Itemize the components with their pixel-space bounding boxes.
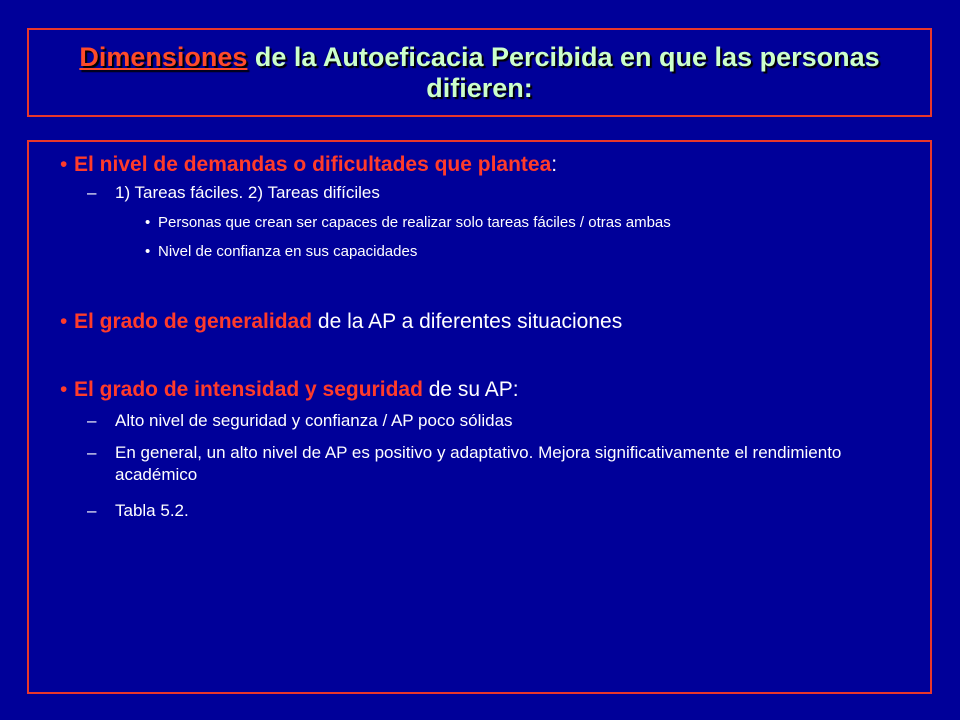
dash-marker: – <box>87 443 97 462</box>
title-highlight: Dimensiones <box>79 41 248 72</box>
sub-subitem <box>145 214 671 231</box>
subitem <box>87 410 875 432</box>
item-heading: El grado de intensidad y seguridad <box>74 378 423 401</box>
subitem <box>87 500 875 522</box>
item-heading: El grado de generalidad <box>74 310 313 333</box>
item-heading: El nivel de demandas o dificultades que plantea <box>74 153 552 176</box>
item-text: de su AP: <box>422 378 519 401</box>
bullet-item-intensity <box>60 378 519 402</box>
item-text: : <box>551 153 558 176</box>
subitem <box>87 442 875 486</box>
bullet-icon: • <box>60 153 68 176</box>
sub-subitem-text: Personas que crean ser capaces de realizar solo tareas fáciles / otras ambas <box>158 214 671 231</box>
bullet-icon: • <box>145 243 151 260</box>
title-rest: de la Autoeficacia Percibida en que las personas difieren: <box>247 41 880 103</box>
bullet-icon: • <box>60 378 68 401</box>
item-text: de la AP a diferentes situaciones <box>312 310 623 333</box>
subitem-text: Tabla 5.2. <box>115 501 189 520</box>
sub-subitem-text: Nivel de confianza en sus capacidades <box>158 243 418 260</box>
subitem-text: 1) Tareas fáciles. 2) Tareas difíciles <box>115 183 380 202</box>
dash-marker: – <box>87 411 97 430</box>
title-box <box>27 28 932 117</box>
subitem-text: Alto nivel de seguridad y confianza / AP poco sólidas <box>115 411 513 430</box>
bullet-item-generality <box>60 310 623 334</box>
bullet-icon: • <box>60 310 68 333</box>
dash-marker: – <box>87 183 97 202</box>
subitem <box>87 182 875 204</box>
bullet-item-demand-level <box>60 153 558 177</box>
sub-subitem <box>145 243 418 260</box>
slide-title <box>29 42 930 104</box>
content-box <box>27 140 932 694</box>
dash-marker: – <box>87 501 97 520</box>
bullet-icon: • <box>145 214 151 231</box>
subitem-text: En general, un alto nivel de AP es positivo y adaptativo. Mejora significativamente el rendimiento académico <box>115 443 842 484</box>
